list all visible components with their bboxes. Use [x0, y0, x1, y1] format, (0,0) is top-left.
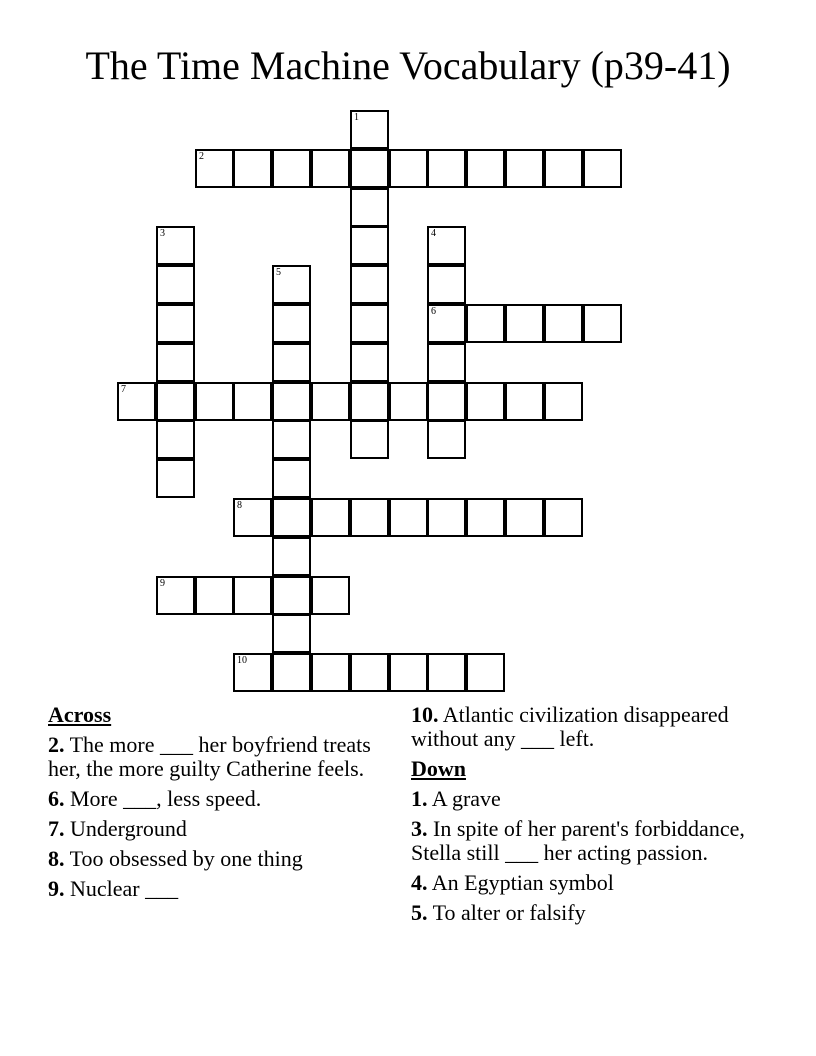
grid-cell[interactable]	[350, 382, 389, 421]
grid-cell[interactable]	[350, 265, 389, 304]
cell-number: 1	[354, 112, 359, 123]
clue-text: In spite of her parent's forbiddance, Stella still ___ her acting passion.	[411, 816, 745, 865]
cell-number: 6	[431, 306, 436, 317]
grid-cell[interactable]	[350, 110, 389, 149]
grid-cell[interactable]	[272, 265, 311, 304]
grid-cell[interactable]	[272, 653, 311, 692]
grid-cell[interactable]	[544, 304, 583, 343]
grid-cell[interactable]	[466, 382, 505, 421]
grid-cell[interactable]	[272, 576, 311, 615]
grid-cell[interactable]	[233, 576, 272, 615]
grid-cell[interactable]	[272, 304, 311, 343]
grid-cell[interactable]	[272, 614, 311, 653]
grid-cell[interactable]	[505, 382, 544, 421]
grid-cell[interactable]	[544, 498, 583, 537]
grid-cell[interactable]	[350, 653, 389, 692]
grid-cell[interactable]	[350, 420, 389, 459]
grid-cell[interactable]	[389, 498, 428, 537]
grid-cell[interactable]	[583, 149, 622, 188]
down-heading: Down	[411, 756, 467, 781]
cell-number: 10	[237, 655, 247, 666]
clue-across-2	[48, 733, 388, 781]
cell-number: 4	[431, 228, 436, 239]
clue-across-7	[48, 817, 388, 841]
page-title: The Time Machine Vocabulary (p39-41)	[85, 43, 731, 88]
clue-across-9	[48, 877, 388, 901]
grid-cell[interactable]	[389, 653, 428, 692]
clue-text: A grave	[427, 786, 501, 811]
clue-number: 5.	[411, 900, 428, 925]
grid-cell[interactable]	[544, 149, 583, 188]
clue-text: The more ___ her boyfriend treats her, the more guilty Catherine feels.	[48, 732, 371, 781]
clue-text: Underground	[64, 816, 187, 841]
grid-cell[interactable]	[272, 420, 311, 459]
grid-cell[interactable]	[505, 498, 544, 537]
clue-number: 6.	[48, 786, 65, 811]
grid-cell[interactable]	[272, 498, 311, 537]
grid-cell[interactable]	[350, 343, 389, 382]
grid-cell[interactable]	[350, 149, 389, 188]
grid-cell[interactable]	[156, 226, 195, 265]
cell-number: 9	[160, 578, 165, 589]
grid-cell[interactable]	[427, 420, 466, 459]
clue-down-4	[411, 871, 771, 895]
across-heading: Across	[48, 702, 112, 727]
clue-number: 2.	[48, 732, 65, 757]
grid-cell[interactable]	[427, 265, 466, 304]
grid-cell[interactable]	[311, 653, 350, 692]
cell-number: 7	[121, 384, 126, 395]
grid-cell[interactable]	[389, 149, 428, 188]
grid-cell[interactable]	[156, 265, 195, 304]
grid-cell[interactable]	[311, 498, 350, 537]
clue-number: 4.	[411, 870, 428, 895]
clue-text: Atlantic civilization disappeared without any ___ left.	[411, 702, 729, 751]
grid-cell[interactable]	[427, 382, 466, 421]
grid-cell[interactable]	[156, 420, 195, 459]
clue-text: More ___, less speed.	[64, 786, 262, 811]
grid-cell[interactable]	[427, 149, 466, 188]
clue-text: Nuclear ___	[64, 876, 179, 901]
grid-cell[interactable]	[350, 226, 389, 265]
clue-across-8	[48, 847, 388, 871]
clue-number: 1.	[411, 786, 428, 811]
grid-cell[interactable]	[311, 576, 350, 615]
grid-cell[interactable]	[427, 343, 466, 382]
cell-number: 3	[160, 228, 165, 239]
grid-cell[interactable]	[466, 304, 505, 343]
clue-text: Too obsessed by one thing	[64, 846, 303, 871]
grid-cell[interactable]	[466, 149, 505, 188]
grid-cell[interactable]	[272, 149, 311, 188]
grid-cell[interactable]	[156, 459, 195, 498]
grid-cell[interactable]	[233, 382, 272, 421]
clue-across-6	[48, 787, 388, 811]
grid-cell[interactable]	[427, 226, 466, 265]
grid-cell[interactable]	[195, 149, 234, 188]
grid-cell[interactable]	[156, 576, 195, 615]
grid-cell[interactable]	[311, 382, 350, 421]
clue-number: 9.	[48, 876, 65, 901]
grid-cell[interactable]	[233, 149, 272, 188]
grid-cell[interactable]	[427, 653, 466, 692]
cell-number: 2	[199, 151, 204, 162]
grid-cell[interactable]	[156, 343, 195, 382]
cell-number: 8	[237, 500, 242, 511]
clue-number: 7.	[48, 816, 65, 841]
grid-cell[interactable]	[505, 304, 544, 343]
grid-cell[interactable]	[466, 653, 505, 692]
grid-cell[interactable]	[427, 304, 466, 343]
grid-cell[interactable]	[544, 382, 583, 421]
grid-cell[interactable]	[350, 188, 389, 227]
clue-down-5	[411, 901, 771, 925]
grid-cell[interactable]	[389, 382, 428, 421]
clue-text: An Egyptian symbol	[427, 870, 614, 895]
grid-cell[interactable]	[195, 382, 234, 421]
clue-number: 3.	[411, 816, 428, 841]
clue-number: 8.	[48, 846, 65, 871]
grid-cell[interactable]	[156, 382, 195, 421]
clue-down-1	[411, 787, 771, 811]
grid-cell[interactable]	[156, 304, 195, 343]
grid-cell[interactable]	[272, 459, 311, 498]
cell-number: 5	[276, 267, 281, 278]
grid-cell[interactable]	[427, 498, 466, 537]
grid-cell[interactable]	[117, 382, 156, 421]
grid-cell[interactable]	[350, 304, 389, 343]
clue-text: To alter or falsify	[427, 900, 586, 925]
clue-down-3	[411, 817, 771, 865]
clues-left-column	[48, 703, 388, 907]
grid-cell[interactable]	[272, 537, 311, 576]
grid-cell[interactable]	[233, 498, 272, 537]
grid-cell[interactable]	[466, 498, 505, 537]
grid-cell[interactable]	[505, 149, 544, 188]
clues-right-column	[411, 703, 771, 931]
clue-number: 10.	[411, 702, 439, 727]
grid-cell[interactable]	[583, 304, 622, 343]
grid-cell[interactable]	[272, 382, 311, 421]
grid-cell[interactable]	[311, 149, 350, 188]
grid-cell[interactable]	[195, 576, 234, 615]
grid-cell[interactable]	[272, 343, 311, 382]
clue-across-10	[411, 703, 771, 751]
grid-cell[interactable]	[233, 653, 272, 692]
grid-cell[interactable]	[350, 498, 389, 537]
